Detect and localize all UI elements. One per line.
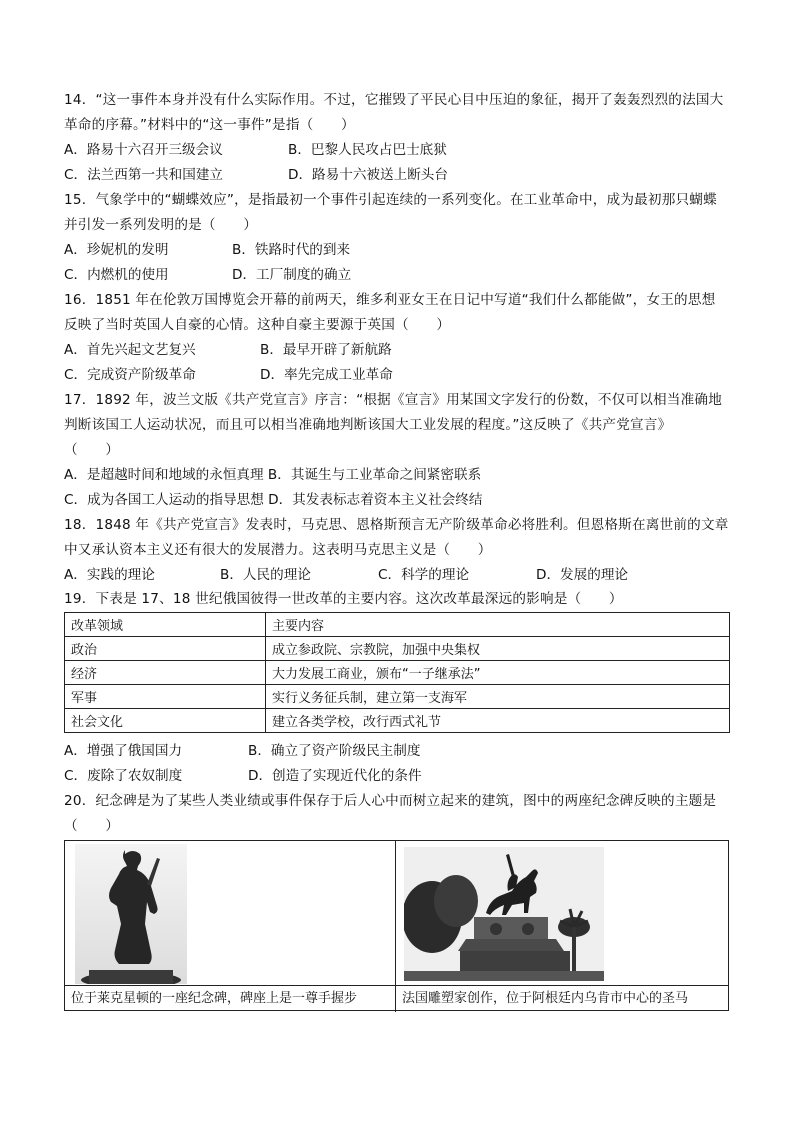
table-header-cell: 主要内容: [266, 613, 730, 637]
q16-option-a: A．首先兴起文艺复兴: [64, 342, 196, 358]
q18-option-d: D．发展的理论: [536, 567, 629, 583]
table-cell: 政治: [65, 637, 266, 661]
q16-option-c: C．完成资产阶级革命: [64, 367, 196, 383]
q18-stem-line1: 18．1848 年《共产党宣言》发表时，马克思、恩格斯预言无产阶级革命必将胜利。但恩格斯在离世前的文章: [64, 517, 729, 533]
q19-option-b: B．确立了资产阶级民主制度: [248, 743, 421, 759]
reform-table: [64, 612, 730, 733]
q19-option-a: A．增强了俄国国力: [64, 743, 183, 759]
table-header-row: [65, 613, 730, 637]
q14-option-d: D．路易十六被送上断头台: [288, 167, 448, 183]
q17-options-ab: A．是超越时间和地域的永恒真理 B．其诞生与工业革命之间紧密联系: [64, 467, 482, 483]
table-cell: 成立参政院、宗教院，加强中央集权: [266, 637, 730, 661]
q17-options-cd: C．成为各国工人运动的指导思想 D．其发表标志着资本主义社会终结: [64, 492, 483, 508]
table-row: [65, 637, 730, 661]
table-header-cell: 改革领域: [65, 613, 266, 637]
monument-image-table: [64, 840, 729, 1011]
q14-option-a: A．路易十六召开三级会议: [64, 142, 223, 158]
table-row: [65, 661, 730, 685]
q14-option-c: C．法兰西第一共和国建立: [64, 167, 224, 183]
table-cell: 经济: [65, 661, 266, 685]
q19-option-d: D．创造了实现近代化的条件: [248, 768, 422, 784]
q17-stem-line2: 判断该国工人运动状况，而且可以相当准确地判断该国大工业发展的程度。”这反映了《共产党宣言》: [64, 417, 672, 433]
q18-option-c: C．科学的理论: [378, 567, 470, 583]
table-cell: 军事: [65, 685, 266, 709]
q15-option-b: B．铁路时代的到来: [232, 242, 351, 258]
q18-stem-line2: 中又承认资本主义还有很大的发展潜力。这表明马克思主义是（ ）: [64, 542, 492, 558]
q20-stem-line2: （ ）: [64, 818, 120, 834]
table-cell: 大力发展工商业，颁布“一子继承法”: [266, 661, 730, 685]
equestrian-monument-photo: [404, 847, 604, 981]
q15-stem-line1: 15．气象学中的“蝴蝶效应”，是指最初一个事件引起连续的一系列变化。在工业革命中，成为最初那只蝴蝶: [64, 192, 717, 208]
table-cell: 建立各类学校，改行西式礼节: [266, 709, 730, 733]
q15-stem-line2: 并引发一系列发明的是（ ）: [64, 217, 258, 233]
monument-cell-right: [396, 841, 728, 1012]
table-cell: 实行义务征兵制，建立第一支海军: [266, 685, 730, 709]
table-row: [65, 709, 730, 733]
q20-stem-line1: 20．纪念碑是为了某些人类业绩或事件保存于后人心中而树立起来的建筑，图中的两座纪念碑反映的主题是: [64, 793, 717, 809]
q16-stem-line1: 16．1851 年在伦敦万国博览会开幕的前两天，维多利亚女王在日记中写道“我们什么都能做”，女王的思想: [64, 292, 716, 308]
caption-left: 位于莱克星顿的一座纪念碑，碑座上是一尊手握步: [65, 985, 395, 1012]
q15-option-a: A．珍妮机的发明: [64, 242, 169, 258]
q16-option-b: B．最早开辟了新航路: [260, 342, 392, 358]
q17-stem-line3: （ ）: [64, 442, 120, 458]
caption-right: 法国雕塑家创作，位于阿根廷内乌肯市中心的圣马: [396, 985, 728, 1012]
q14-option-b: B．巴黎人民攻占巴士底狱: [288, 142, 447, 158]
q18-option-a: A．实践的理论: [64, 567, 155, 583]
q14-stem-line1: 14．“这一事件本身并没有什么实际作用。不过，它摧毁了平民心目中压迫的象征，揭开了轰轰烈烈的法国大: [64, 92, 724, 108]
table-row: [65, 685, 730, 709]
q18-option-b: B．人民的理论: [220, 567, 311, 583]
q16-option-d: D．率先完成工业革命: [260, 367, 393, 383]
minuteman-statue-photo: [75, 844, 187, 984]
monument-cell-left: [65, 841, 396, 1012]
q17-stem-line1: 17．1892 年，波兰文版《共产党宣言》序言：“根据《宣言》用某国文字发行的份数，不仅可以相当准确地: [64, 392, 722, 408]
q14-stem-line2: 革命的序幕。”材料中的“这一事件”是指（ ）: [64, 117, 355, 133]
q19-option-c: C．废除了农奴制度: [64, 768, 183, 784]
q19-stem-line1: 19．下表是 17、18 世纪俄国彼得一世改革的主要内容。这次改革最深远的影响是（ ）: [64, 591, 623, 607]
q15-option-c: C．内燃机的使用: [64, 267, 169, 283]
q16-stem-line2: 反映了当时英国人自豪的心情。这种自豪主要源于英国（ ）: [64, 317, 451, 333]
table-cell: 社会文化: [65, 709, 266, 733]
q15-option-d: D．工厂制度的确立: [232, 267, 352, 283]
